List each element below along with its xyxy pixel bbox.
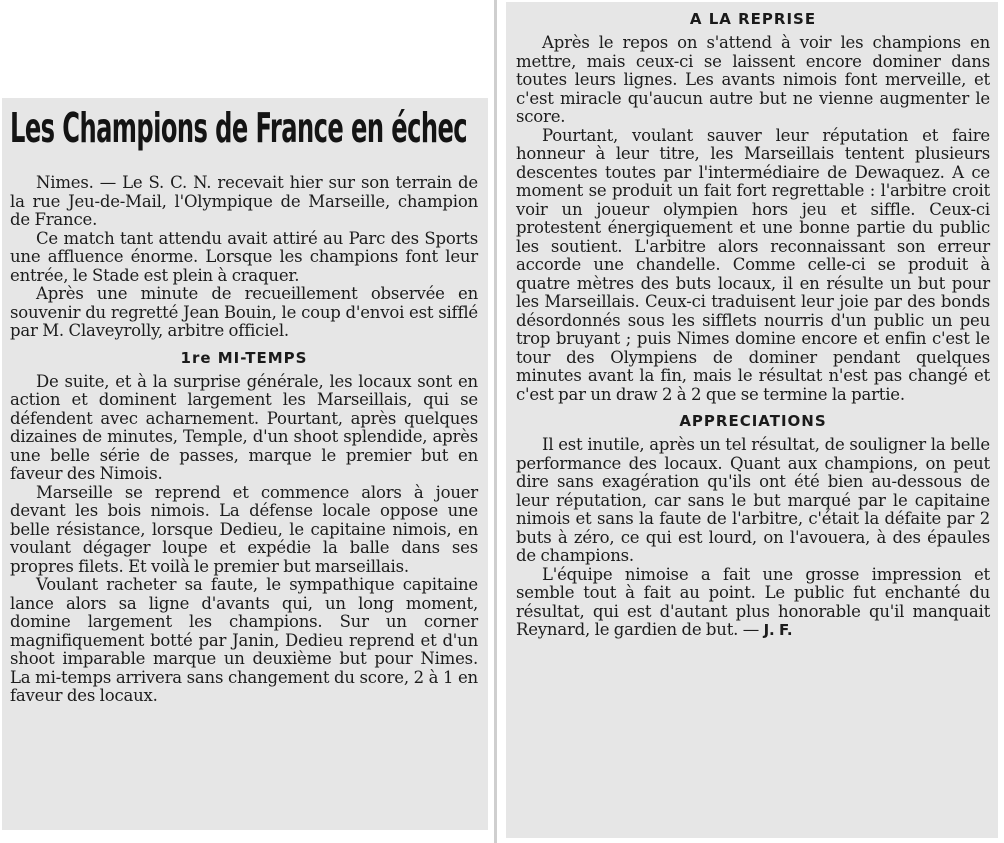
closing-paragraph (516, 566, 990, 640)
intro-paragraph-3: Après une minute de recueillement observée en souvenir du regretté Jean Bouin, le coup d'envoi est sifflé par M. Claveyrolly, arbitre officiel. (10, 284, 478, 340)
left-column (2, 98, 488, 830)
author-signature: J. F. (763, 621, 793, 639)
reprise-paragraph-1: Après le repos on s'attend à voir les champions en mettre, mais ceux-ci se laissent encore dominer dans toutes leurs lignes. Les avants nimois font merveille, et c'est miracle qu'aucun autre but ne vienne augmenter le score. (516, 33, 990, 126)
section-title-first-half: 1re MI-TEMPS (180, 348, 308, 367)
right-column (506, 2, 998, 838)
section-title-reprise: A LA REPRISE (689, 10, 817, 28)
intro-paragraph-1: Nimes. — Le S. C. N. recevait hier sur son terrain de la rue Jeu-de-Mail, l'Olympique de Marseille, champion de France. (10, 173, 478, 229)
appreciations-paragraph-1: Il est inutile, après un tel résultat, de souligner la belle performance des locaux. Quant aux champions, on peut dire sans exagération qu'ils ont été bien au-dessous de leur réputation, car sans le but marqué par le capitaine nimois et sans la faute de l'arbitre, c'était la défaite par 2 buts à zéro, ce qui est lourd, on l'avouera, à des épaules de champions. (516, 435, 990, 565)
first-half-paragraph-2: Marseille se reprend et commence alors à jouer devant les bois nimois. La défense locale oppose une belle résistance, lorsque Dedieu, le capitaine nimois, en voulant dégager loupe et expédie la balle dans ses propres filets. Et voilà le premier but marseillais. (10, 482, 478, 576)
column-divider (494, 0, 497, 843)
closing-text: L'équipe nimoise a fait une grosse impression et semble tout à fait au point. Le public fut enchanté du résultat, qui est d'autant plus honorable qu'il manquait Reynard, le gardien de but. — (516, 564, 990, 639)
reprise-paragraph-2: Pourtant, voulant sauver leur réputation et faire honneur à leur titre, les Marseillais tentent plusieurs descentes toutes par l'intermédiaire de Dewaquez. A ce moment se produit un fait fort regrettable : l'arbitre croit voir un joueur olympien hors jeu et siffle. Ceux-ci protestent énergiquement et une bonne partie du public les soutient. L'arbitre alors reconnaissant son erreur accorde une chandelle. Comme celle-ci se produit à quatre mètres des buts locaux, il en résulte un but pour les Marseillais. Ceux-ci traduisent leur joie par des bonds désordonnés sous les sifflets nourris d'un public un peu trop bruyant ; puis Nimes domine encore et enfin c'est le tour des Olympiens de dominer pendant quelques minutes avant la fin, mais le résultat n'est pas changé et c'est par un draw 2 à 2 que se termine la partie. (516, 125, 990, 404)
intro-paragraph-2: Ce match tant attendu avait attiré au Parc des Sports une affluence énorme. Lorsque les champions font leur entrée, le Stade est plein à craquer. (10, 228, 478, 285)
section-title-appreciations: APPRECIATIONS (679, 412, 827, 430)
first-half-paragraph-3: Voulant racheter sa faute, le sympathique capitaine lance alors sa ligne d'avants qui, un long moment, domine largement les champions. Sur un corner magnifiquement botté par Janin, Dedieu reprend et d'un shoot imparable marque un deuxième but pour Nimes. La mi-temps arrivera sans changement du score, 2 à 1 en faveur des locaux. (10, 575, 478, 705)
first-half-paragraph-1: De suite, et à la surprise générale, les locaux sont en action et dominent largement les Marseillais, qui se défendent avec acharnement. Pourtant, après quelques dizaines de minutes, Temple, d'un shoot splendide, après une belle série de passes, marque le premier but en faveur des Nimois. (10, 371, 478, 483)
article-headline: Les Champions de France en échec (10, 104, 468, 152)
